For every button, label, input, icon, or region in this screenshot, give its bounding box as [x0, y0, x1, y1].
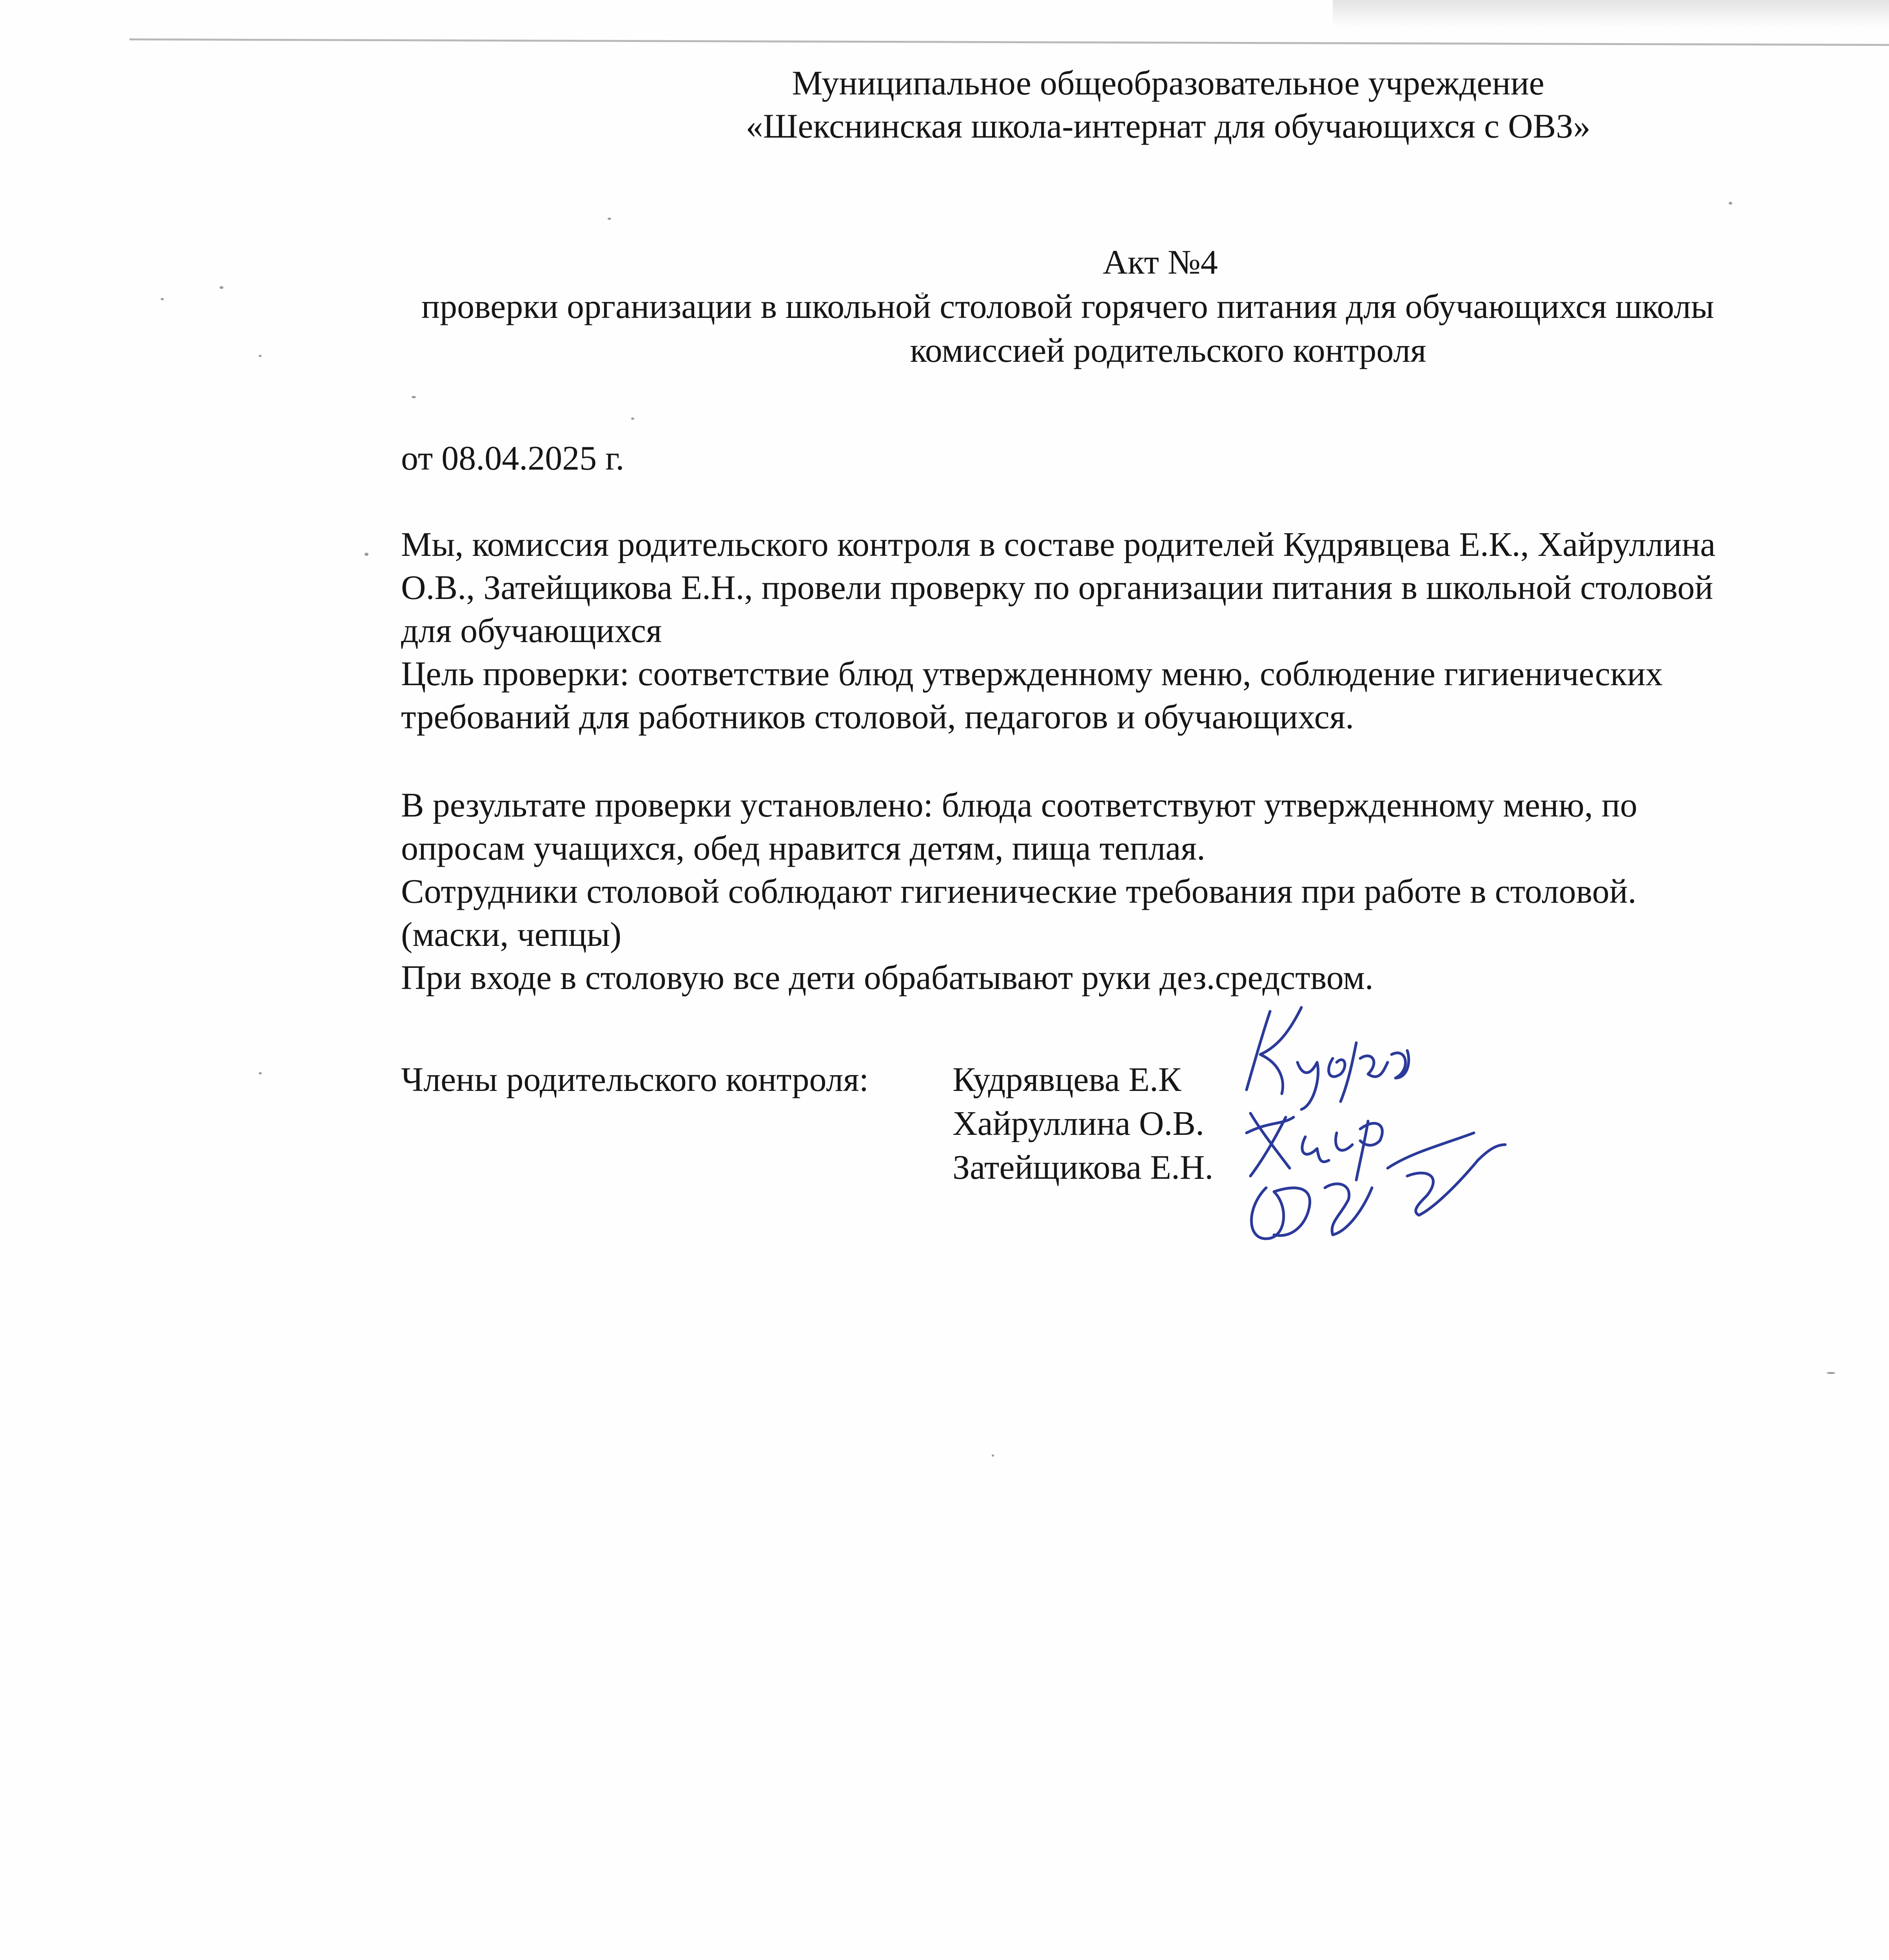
result-line: (маски, чепцы) — [401, 916, 622, 954]
scan-speck — [412, 396, 416, 398]
scan-speck — [220, 286, 223, 289]
body-line: для обучающихся — [401, 612, 662, 650]
scan-speck — [365, 553, 368, 556]
result-line: При входе в столовую все дети обрабатывают руки дез.средством. — [401, 959, 1374, 997]
scan-speck — [992, 1454, 994, 1457]
scan-edge-line — [129, 38, 1889, 46]
signature-stroke — [1360, 1056, 1388, 1077]
act-subtitle-1: проверки организации в школьной столовой горячего питания для обучающихся школы — [421, 288, 1714, 326]
scan-speck — [259, 355, 261, 357]
scan-speck — [1729, 202, 1732, 205]
scan-shadow — [1333, 0, 1889, 27]
act-date: от 08.04.2025 г. — [401, 439, 624, 477]
signature-stroke — [1336, 1133, 1352, 1150]
institution-line-2: «Шекснинская школа-интернат для обучающихся с ОВЗ» — [746, 107, 1591, 145]
scan-speck — [608, 218, 611, 220]
act-number: Акт №4 — [1103, 243, 1218, 281]
act-subtitle-2: комиссией родительского контроля — [910, 332, 1426, 370]
scan-speck — [161, 298, 164, 300]
body-line: О.В., Затейщикова Е.Н., провели проверку по организации питания в школьной столовой — [401, 569, 1713, 607]
scan-speck — [259, 1072, 262, 1074]
signature-stroke — [1388, 1133, 1474, 1168]
scan-speck — [631, 417, 634, 420]
result-line: Сотрудники столовой соблюдают гигиенические требования при работе в столовой. — [401, 873, 1637, 911]
signature-stroke — [1360, 1123, 1382, 1145]
scan-speck — [1827, 1372, 1835, 1374]
signature-stroke — [1356, 1121, 1368, 1180]
body-line: Мы, комиссия родительского контроля в составе родителей Кудрявцева Е.К., Хайруллина — [401, 526, 1716, 564]
signature-stroke — [1392, 1051, 1409, 1078]
signatures-label: Члены родительского контроля: — [401, 1061, 869, 1099]
signature-stroke — [1407, 1145, 1505, 1215]
institution-line-1: Муниципальное общеобразовательное учреждение — [792, 64, 1544, 102]
signature-member: Кудрявцева Е.К — [953, 1061, 1181, 1099]
signature-stroke — [1297, 1062, 1318, 1109]
result-line: опросам учащихся, обед нравится детям, пища теплая. — [401, 829, 1205, 867]
result-line: В результате проверки установлено: блюда соответствуют утвержденному меню, по — [401, 786, 1637, 824]
signature-member: Хайруллина О.В. — [953, 1105, 1204, 1143]
body-line: требований для работников столовой, педагогов и обучающихся. — [401, 698, 1354, 736]
handwritten-signatures — [1223, 1004, 1529, 1247]
body-line: Цель проверки: соответствие блюд утвержденному меню, соблюдение гигиенических — [401, 655, 1663, 693]
signature-stroke — [1329, 1058, 1345, 1076]
signature-stroke — [1252, 1188, 1310, 1239]
signature-stroke — [1325, 1184, 1372, 1235]
signature-member: Затейщикова Е.Н. — [953, 1149, 1214, 1187]
signature-stroke — [1302, 1137, 1329, 1162]
